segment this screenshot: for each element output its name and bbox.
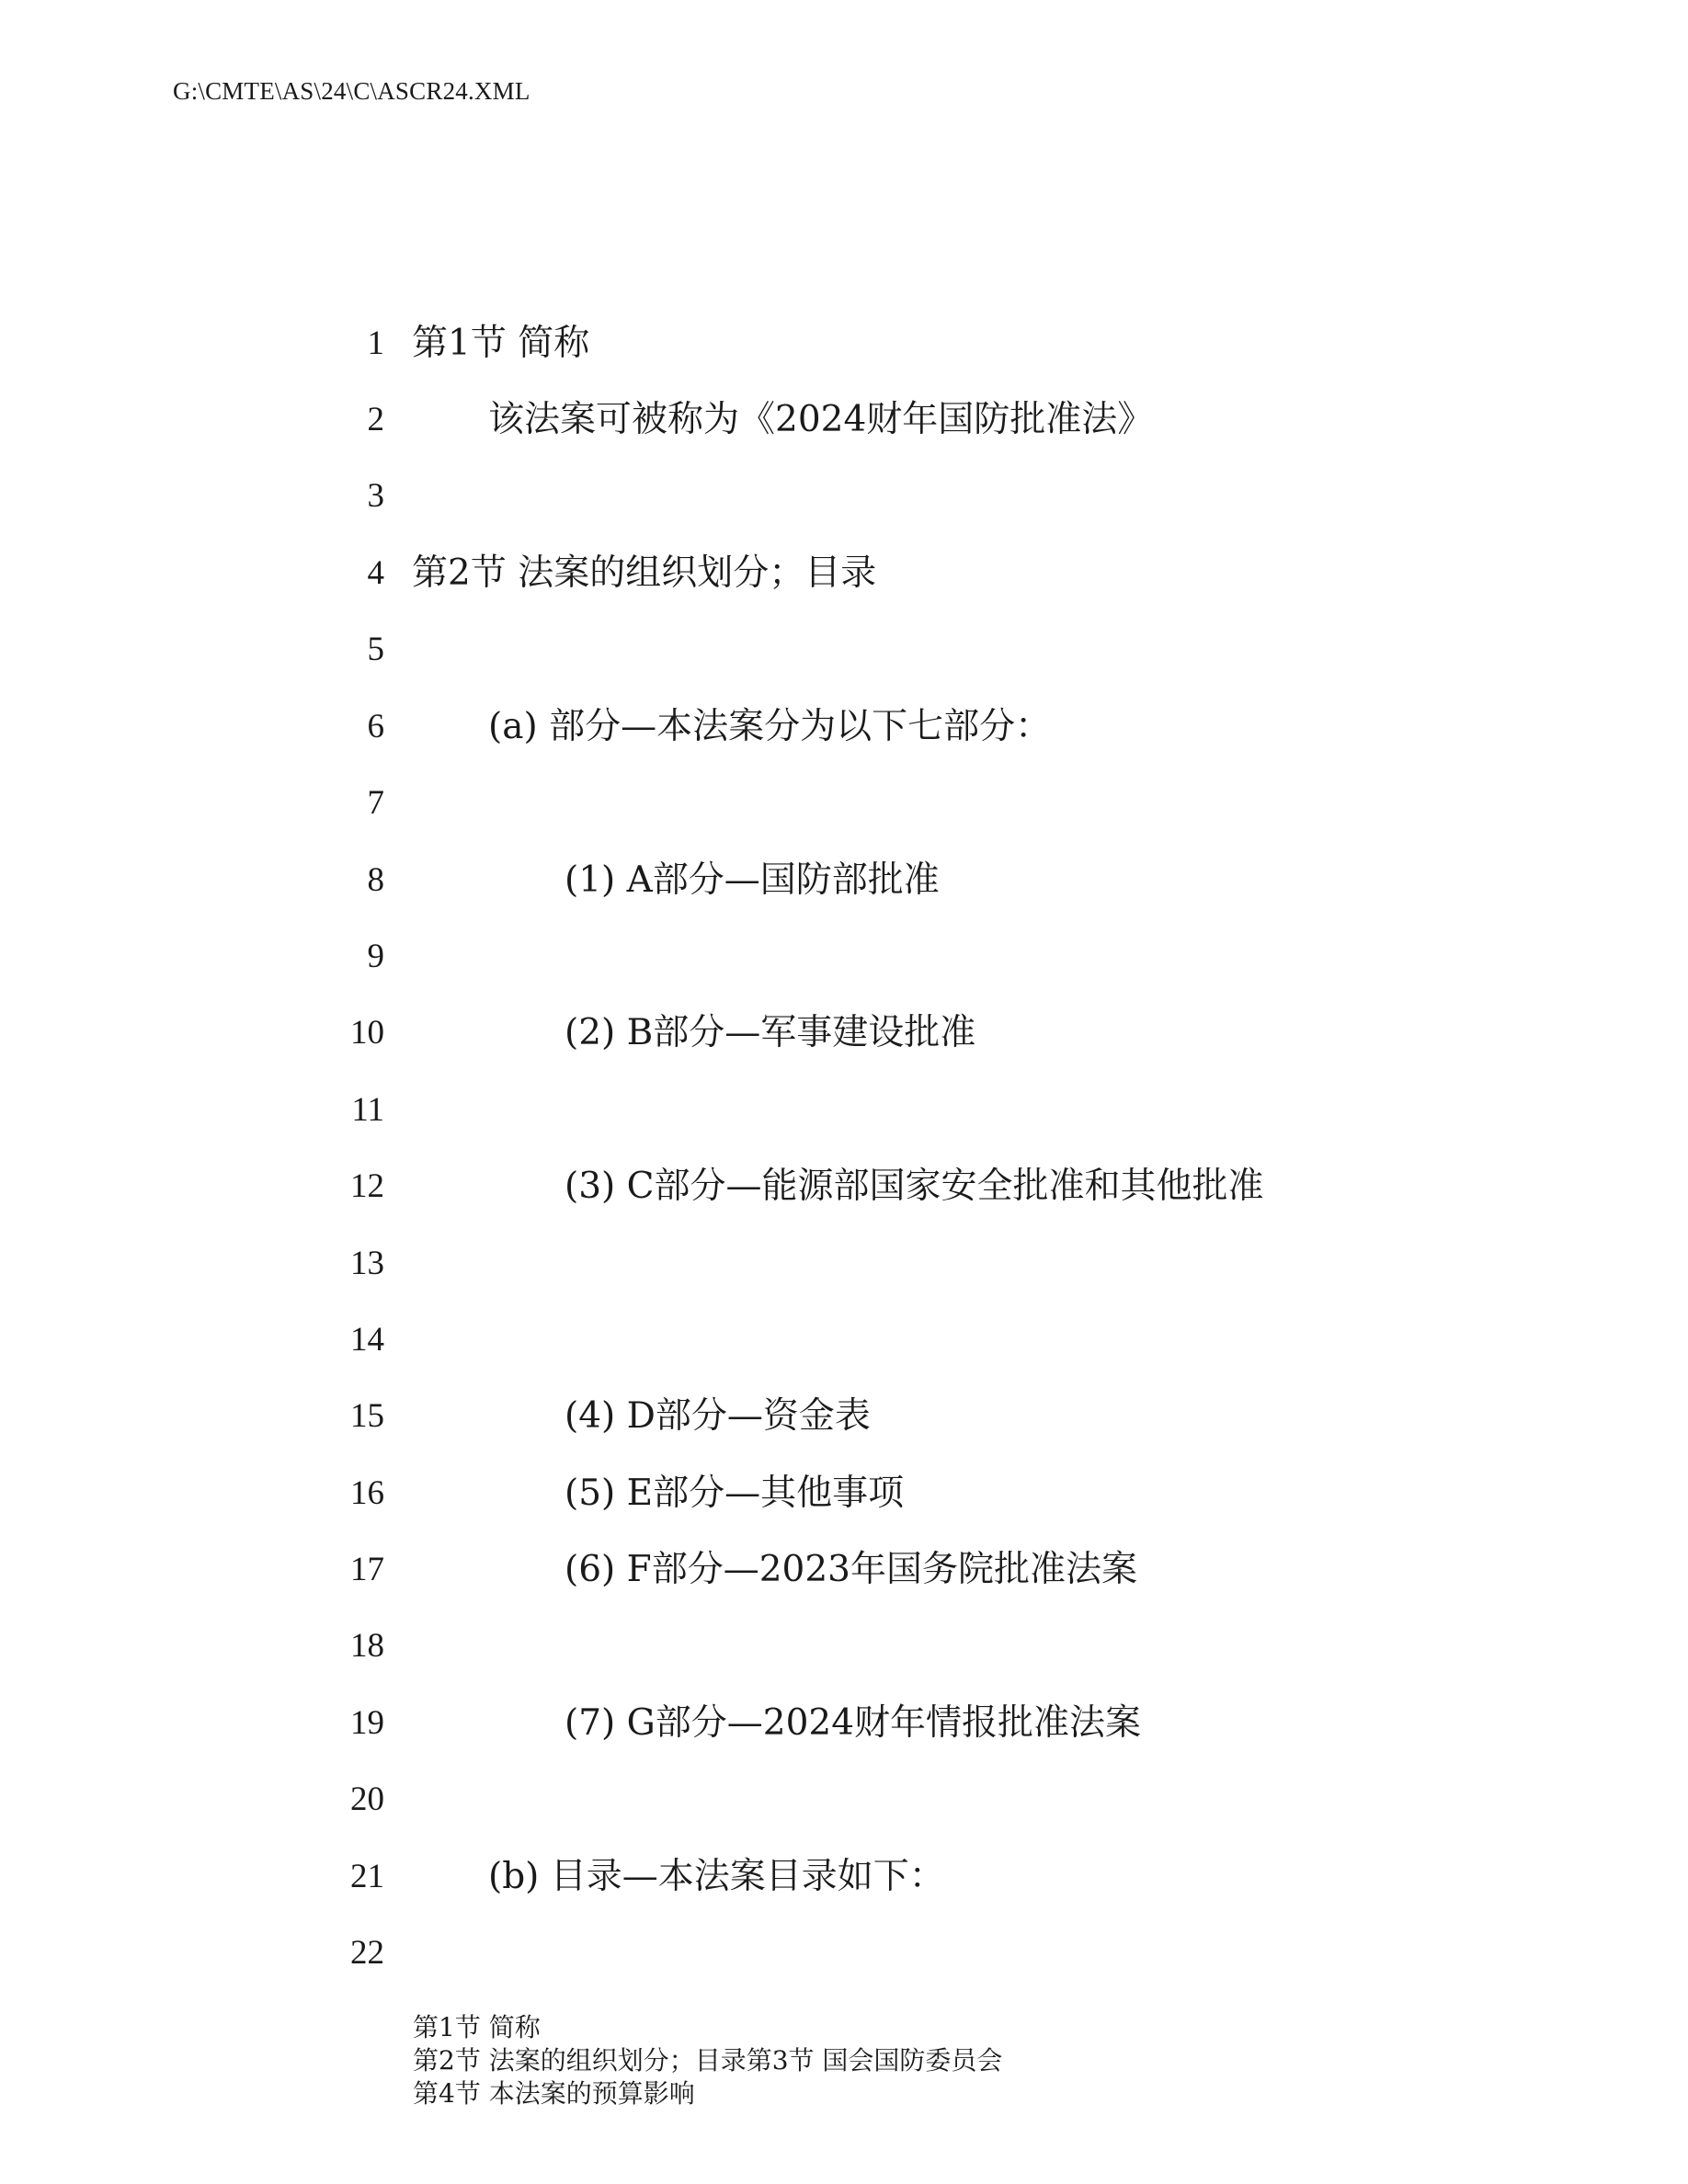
line-number: 22 <box>350 1934 384 1972</box>
line-2 <box>0 392 1688 448</box>
line-14 <box>0 1313 1688 1368</box>
line-number: 2 <box>367 401 384 438</box>
line-number: 13 <box>350 1245 384 1282</box>
line-20 <box>0 1772 1688 1827</box>
line-number: 18 <box>350 1627 384 1665</box>
section-heading: 第2节 法案的组织划分；目录 <box>412 552 877 594</box>
paragraph-text: (4) D部分—资金表 <box>565 1395 871 1437</box>
line-15 <box>0 1389 1688 1444</box>
file-path-header: G:\CMTE\AS\24\C\ASCR24.XML <box>173 77 530 105</box>
subsection-text: (b) 目录—本法案目录如下： <box>488 1856 945 1897</box>
line-1 <box>0 316 1688 371</box>
line-number: 3 <box>367 477 384 515</box>
paragraph-text: (7) G部分—2024财年情报批准法案 <box>565 1702 1142 1744</box>
line-number: 7 <box>367 784 384 822</box>
line-number: 9 <box>367 938 384 975</box>
line-number: 6 <box>367 708 384 745</box>
line-3 <box>0 469 1688 524</box>
line-7 <box>0 776 1688 831</box>
line-number: 14 <box>350 1321 384 1359</box>
line-number: 17 <box>350 1551 384 1588</box>
body-text: 该法案可被称为《2024财年国防批准法》 <box>488 399 1154 440</box>
toc-entry: 第4节 本法案的预算影响 <box>413 2078 695 2109</box>
line-17 <box>0 1542 1688 1598</box>
paragraph-text: (6) F部分—2023年国务院批准法案 <box>565 1549 1137 1590</box>
line-number: 4 <box>367 554 384 592</box>
line-number: 8 <box>367 861 384 899</box>
line-number: 20 <box>350 1780 384 1818</box>
line-number: 19 <box>350 1704 384 1742</box>
line-18 <box>0 1619 1688 1674</box>
line-number: 15 <box>350 1397 384 1435</box>
line-19 <box>0 1696 1688 1751</box>
line-12 <box>0 1159 1688 1214</box>
line-number: 11 <box>351 1091 384 1129</box>
section-heading: 第1节 简称 <box>412 323 590 364</box>
line-number: 21 <box>350 1858 384 1895</box>
line-number: 10 <box>350 1014 384 1052</box>
paragraph-text: (1) A部分—国防部批准 <box>565 859 940 901</box>
line-13 <box>0 1236 1688 1291</box>
line-16 <box>0 1466 1688 1521</box>
line-21 <box>0 1849 1688 1905</box>
line-8 <box>0 853 1688 908</box>
line-11 <box>0 1083 1688 1138</box>
line-5 <box>0 622 1688 677</box>
line-number: 16 <box>350 1474 384 1512</box>
paragraph-text: (2) B部分—军事建设批准 <box>565 1012 976 1053</box>
toc-entry: 第1节 简称 <box>413 2012 541 2042</box>
line-22 <box>0 1926 1688 1981</box>
line-10 <box>0 1006 1688 1061</box>
line-number: 1 <box>367 324 384 362</box>
line-6 <box>0 700 1688 755</box>
paragraph-text: (5) E部分—其他事项 <box>565 1473 905 1514</box>
line-4 <box>0 546 1688 601</box>
paragraph-text: (3) C部分—能源部国家安全批准和其他批准 <box>565 1166 1264 1207</box>
line-9 <box>0 929 1688 984</box>
line-number: 5 <box>367 631 384 668</box>
subsection-text: (a) 部分—本法案分为以下七部分： <box>488 706 1052 747</box>
toc-entry: 第2节 法案的组织划分；目录第3节 国会国防委员会 <box>413 2045 1003 2076</box>
line-number: 12 <box>350 1167 384 1205</box>
